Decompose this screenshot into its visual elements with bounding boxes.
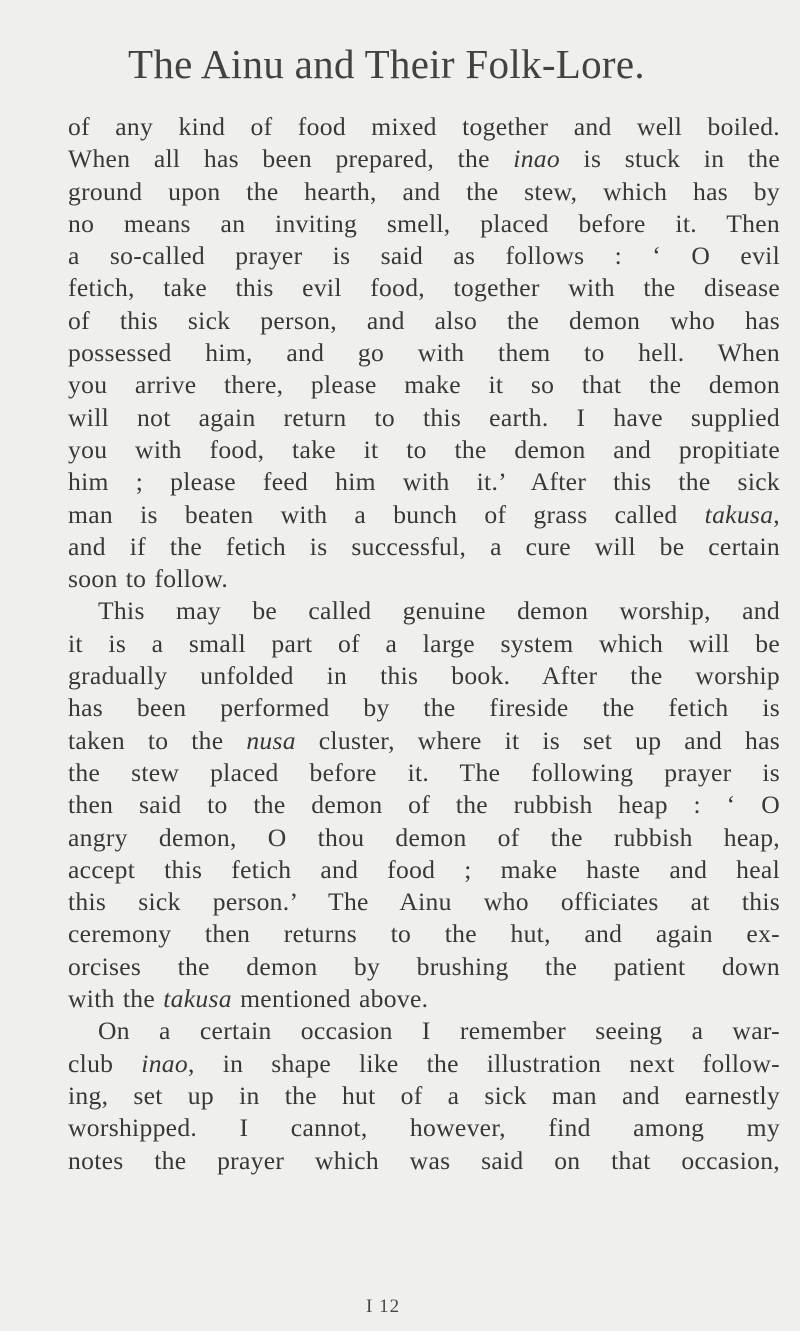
text-line	[68, 499, 780, 531]
text-run: When all has been prepared, the	[68, 144, 514, 174]
text-run: ,	[773, 499, 780, 529]
text-line	[68, 369, 780, 401]
text-run: with the	[68, 984, 164, 1014]
text-line	[68, 208, 780, 240]
text-run: him ; please feed him with it.’ After this the sick	[68, 467, 780, 497]
text-run: fetich, take this evil food, together with the disease	[68, 273, 780, 303]
text-line	[68, 466, 780, 498]
text-run: On a certain occasion I remember seeing a war-	[98, 1016, 780, 1046]
text-line	[68, 789, 780, 821]
text-line	[68, 918, 780, 950]
italic-term: takusa	[163, 984, 232, 1014]
text-line	[68, 531, 780, 563]
text-run: orcises the demon by brushing the patient down	[68, 951, 780, 981]
text-line	[68, 176, 780, 208]
italic-term: inao	[513, 144, 560, 174]
text-line	[68, 1080, 780, 1112]
text-line	[68, 595, 780, 627]
text-line	[68, 143, 780, 175]
text-run: ceremony then returns to the hut, and again ex-	[68, 919, 780, 949]
text-run: man is beaten with a bunch of grass called	[68, 499, 705, 529]
text-line	[68, 272, 780, 304]
text-line	[68, 725, 780, 757]
text-line	[68, 1145, 780, 1177]
page-title: The Ainu and Their Folk-Lore.	[128, 41, 645, 87]
text-run: ground upon the hearth, and the stew, which has by	[68, 176, 780, 206]
text-line	[68, 402, 780, 434]
text-run: This may be called genuine demon worship, and	[98, 596, 780, 626]
text-line	[68, 854, 780, 886]
text-line	[68, 434, 780, 466]
text-run: and if the fetich is successful, a cure will be certain	[68, 531, 780, 561]
text-line	[68, 111, 780, 143]
text-run: ing, set up in the hut of a sick man and earnestly	[68, 1080, 780, 1110]
text-run: the stew placed before it. The following prayer is	[68, 757, 780, 787]
text-run: has been performed by the fireside the fetich is	[68, 693, 780, 723]
text-run: gradually unfolded in this book. After the worship	[68, 661, 780, 691]
body-text	[68, 111, 780, 1177]
text-line	[68, 337, 780, 369]
text-run: you with food, take it to the demon and propitiate	[68, 434, 780, 464]
italic-term: takusa	[704, 499, 774, 529]
text-run: is stuck in the	[560, 144, 780, 174]
text-run: will not again return to this earth. I have supplied	[68, 402, 780, 432]
text-run: , in shape like the illustration next follow-	[187, 1048, 780, 1078]
text-run: it is a small part of a large system which will be	[68, 628, 780, 658]
printer-signature-mark: I 12	[366, 1296, 401, 1317]
text-run: notes the prayer which was said on that occasion,	[68, 1145, 780, 1175]
text-run: then said to the demon of the rubbish heap : ‘ O	[68, 790, 780, 820]
text-line	[68, 563, 780, 595]
text-run: of this sick person, and also the demon who has	[68, 305, 780, 335]
text-line	[68, 951, 780, 983]
text-line	[68, 1112, 780, 1144]
text-line	[68, 660, 780, 692]
text-run: taken to the	[68, 725, 247, 755]
text-line	[68, 886, 780, 918]
text-run: cluster, where it is set up and has	[295, 725, 780, 755]
text-run: of any kind of food mixed together and well boiled.	[68, 112, 780, 141]
text-run: possessed him, and go with them to hell. When	[68, 338, 780, 368]
text-run: this sick person.’ The Ainu who officiates at this	[68, 887, 780, 917]
text-line	[68, 692, 780, 724]
text-line	[68, 1015, 780, 1047]
text-run: accept this fetich and food ; make haste and heal	[68, 854, 780, 884]
text-line	[68, 983, 780, 1015]
text-line	[68, 822, 780, 854]
text-line	[68, 240, 780, 272]
text-line	[68, 1048, 780, 1080]
text-run: angry demon, O thou demon of the rubbish heap,	[68, 822, 780, 852]
text-line	[68, 757, 780, 789]
text-run: you arrive there, please make it so that the demon	[68, 370, 780, 400]
text-run: worshipped. I cannot, however, find among my	[68, 1113, 780, 1143]
italic-term: inao	[141, 1048, 188, 1078]
italic-term: nusa	[246, 725, 296, 755]
text-line	[68, 305, 780, 337]
text-run: no means an inviting smell, placed before it. Then	[68, 208, 780, 238]
text-run: club	[68, 1048, 142, 1078]
text-run: soon to follow.	[68, 564, 229, 594]
text-line	[68, 628, 780, 660]
text-run: a so-called prayer is said as follows : ‘ O evil	[68, 241, 780, 271]
text-run: mentioned above.	[231, 984, 429, 1014]
